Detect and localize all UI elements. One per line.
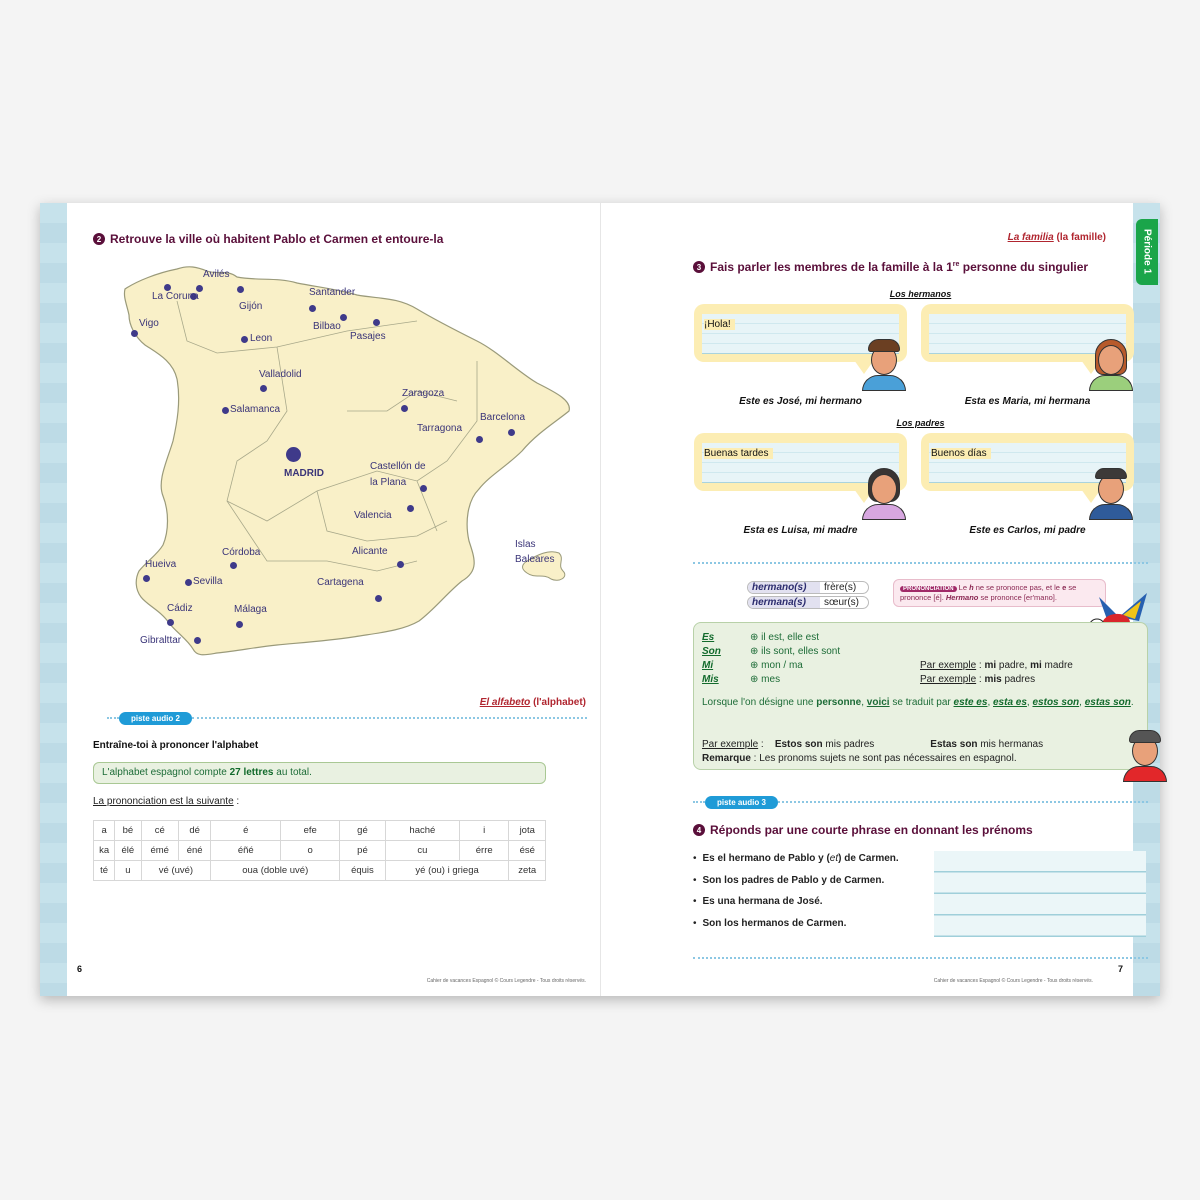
city-dot [164,284,171,291]
city-dot [194,637,201,644]
city-dot [309,305,316,312]
city-label: La Coruna [152,291,199,302]
pronunciation-tag: PRONONCIATION [900,586,957,592]
pronunciation-intro: La prononciation est la suivante : [93,796,240,807]
section-tag-familia: La familia (la famille) [1007,232,1106,243]
grammar-row: Es ⊕ il est, elle est [702,632,819,643]
right-page [600,203,1133,996]
alphabet-subtitle: Entraîne-toi à prononcer l'alphabet [93,740,259,751]
city-dot [241,336,248,343]
capital-dot [286,447,301,462]
dots-divider [693,562,1148,564]
city-label: Islas [515,539,536,550]
bubble-greeting: Buenas tardes [704,448,773,459]
exercise-4-title: 4 Réponds par une courte phrase en donnant les prénoms [693,823,1033,837]
table-row: té u vé (uvé) oua (doble uvé) équis yé (ou) i griega zeta [94,861,546,881]
group-label-hermanos: Los hermanos [889,289,952,299]
copyright-footer: Cahier de vacances Espagnol © Cours Legendre - Tous droits réservés. [933,978,1093,984]
pronunciation-note: PRONONCIATION Le h ne se prononce pas, et le e se prononce [é]. Hermano se prononce [er'mano]. [893,579,1106,607]
grammar-row: Mi ⊕ mon / ma Par exemple : mi padre, mi madre [702,660,1073,671]
dots-divider [192,717,587,719]
dots-divider [107,717,119,719]
luisa-avatar [860,466,908,520]
question-list [693,853,899,939]
group-label-padres: Los padres [896,418,945,428]
arrow-icon: ⊕ [750,632,759,643]
city-dot [420,485,427,492]
copyright-footer: Cahier de vacances Espagnol © Cours Legendre - Tous droits réservés. [426,978,586,984]
page-number: 6 [77,964,83,974]
city-dot [401,405,408,412]
list-item: • Son los hermanos de Carmen. [693,917,847,929]
city-dot [373,319,380,326]
dots-divider [693,801,705,803]
caption-carlos: Este es Carlos, mi padre [969,525,1086,536]
dots-divider [778,801,1148,803]
caption-maria: Esta es Maria, mi hermana [964,396,1091,407]
periode-tab[interactable]: Période 1 [1136,219,1158,285]
city-label: Pasajes [350,331,386,342]
arrow-icon: ⊕ [750,660,759,671]
audio-track-row [107,712,587,724]
bubble-greeting: ¡Hola! [704,319,735,330]
city-dot [508,429,515,436]
left-page [67,203,600,996]
city-dot [131,330,138,337]
city-label: Gibralttar [140,635,182,646]
city-label: Santander [309,287,356,298]
alphabet-info-box: L'alphabet espagnol compte 27 lettres au total. [93,762,546,784]
boy-avatar [1121,728,1169,782]
city-label: Vigo [139,318,159,329]
list-item: • Es el hermano de Pablo y (et) de Carmen. [693,853,899,864]
grammar-paragraph: Lorsque l'on désigne une personne, voici se traduit par este es, esta es, estos son, estas son. [702,697,1134,708]
vocab-list [747,581,869,609]
spain-outline-svg [117,261,587,661]
city-dot [185,579,192,586]
city-dot [237,286,244,293]
maria-avatar [1087,337,1135,391]
exercise-number: 4 [693,824,705,836]
table-row: ka élé émé éné éñé o pé cu érre ésé [94,841,546,861]
city-dot [236,621,243,628]
grammar-row: Son ⊕ ils sont, elles sont [702,646,841,657]
city-dot [260,385,267,392]
page-number: 7 [1117,964,1123,974]
page-edge-left [40,203,67,996]
city-dot [222,407,229,414]
city-dot [167,619,174,626]
audio-track-2-button[interactable]: piste audio 2 [119,712,192,725]
city-label: Castellón de [370,461,426,472]
city-dot [476,436,483,443]
caption-jose: Este es José, mi hermano [739,396,862,407]
city-label: Cartagena [317,577,364,588]
city-label: Gijón [239,301,263,312]
grammar-remark: Remarque : Les pronoms sujets ne sont pas nécessaires en espagnol. [702,753,1017,764]
jose-avatar [860,337,908,391]
city-label: Leon [250,333,273,344]
arrow-icon: ⊕ [750,646,759,657]
city-label: Hueiva [145,559,177,570]
carlos-avatar [1087,466,1135,520]
city-label: Córdoba [222,547,261,558]
city-label: Valladolid [259,369,302,380]
answer-writing-lines[interactable] [934,851,1146,937]
city-label: Málaga [234,604,267,615]
exercise-3-title: 3 Fais parler les membres de la famille à la 1re personne du singulier [693,260,1088,274]
mainland-shape [124,267,569,655]
city-label: Alicante [352,546,388,557]
exercise-2-title: 2 Retrouve la ville où habitent Pablo et Carmen et entoure-la [93,232,443,246]
vocab-item: hermana(s) sœur(s) [747,596,869,609]
grammar-box [693,622,1148,770]
city-label: Cádiz [167,603,193,614]
section-tag-alfabeto: El alfabeto (l'alphabet) [479,697,586,708]
city-label: Avilés [203,269,230,280]
city-label: Barcelona [480,412,526,423]
city-dot [407,505,414,512]
city-label: Salamanca [230,404,281,415]
spain-map [117,261,587,661]
city-label: la Plana [370,477,407,488]
city-label: Bilbao [313,321,341,332]
bubble-greeting: Buenos días [931,448,991,459]
list-item: • Es una hermana de José. [693,896,823,907]
city-dot [340,314,347,321]
dots-divider [693,957,1148,959]
audio-track-row [693,796,1148,808]
exercise-number: 2 [93,233,105,245]
table-row: a bé cé dé é efe gé haché i jota [94,821,546,841]
city-dot [375,595,382,602]
audio-track-3-button[interactable]: piste audio 3 [705,796,778,809]
vocab-item: hermano(s) frère(s) [747,581,869,594]
city-dot [230,562,237,569]
city-label: Sevilla [193,576,223,587]
city-dot [143,575,150,582]
city-label: Baleares [515,554,555,565]
book-spread [40,203,1160,996]
city-label: Zaragoza [402,388,445,399]
exercise-number: 3 [693,261,705,273]
list-item: • Son los padres de Pablo y de Carmen. [693,874,885,886]
city-dot [397,561,404,568]
alphabet-table [93,820,546,881]
caption-luisa: Esta es Luisa, mi madre [743,525,858,536]
capital-label: MADRID [284,468,324,479]
grammar-row: Mis ⊕ mes Par exemple : mis padres [702,674,1036,685]
city-label: Tarragona [417,423,463,434]
arrow-icon: ⊕ [750,674,759,685]
grammar-example: Par exemple : Estos son mis padres Estas son mis hermanas [702,739,1044,750]
city-label: Valencia [354,510,392,521]
